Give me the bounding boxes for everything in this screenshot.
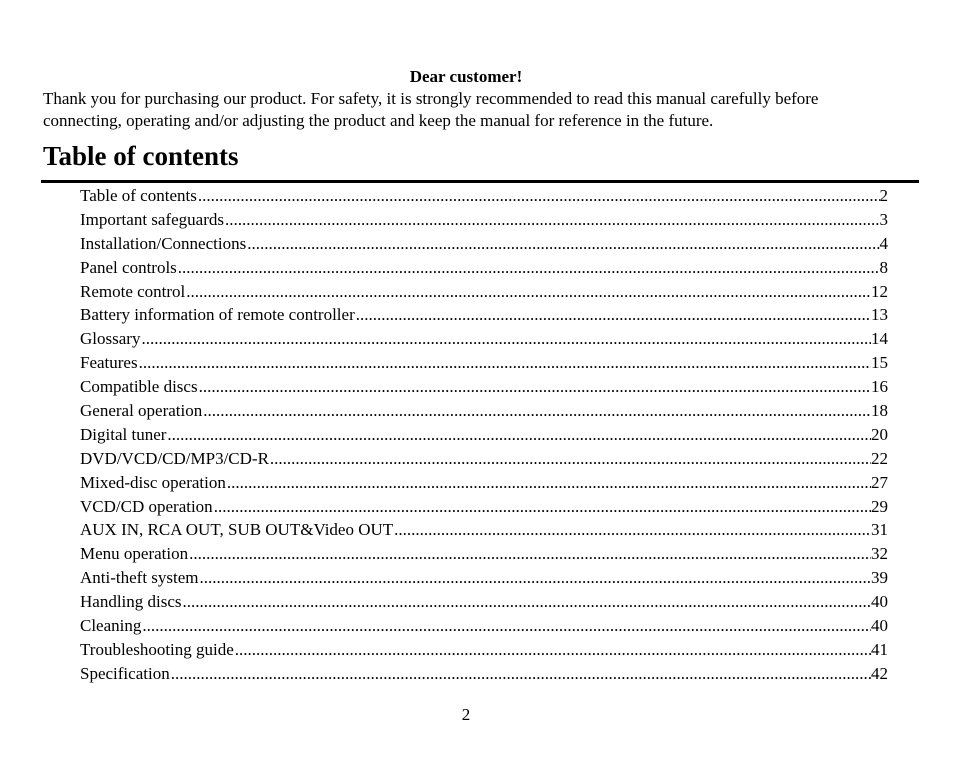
toc-entry-title: Table of contents <box>80 186 197 205</box>
toc-leader-dots <box>182 590 871 614</box>
toc-leader-dots <box>226 471 871 495</box>
toc-entry-features[interactable] <box>80 351 888 375</box>
toc-leader-dots <box>246 232 879 256</box>
toc-entry-page: 39 <box>871 568 888 588</box>
toc-leader-dots <box>185 280 871 304</box>
toc-entry-page: 18 <box>871 401 888 421</box>
toc-leader-dots <box>199 566 871 590</box>
page-number: 2 <box>461 705 471 724</box>
toc-leader-dots <box>202 399 871 423</box>
toc-entry-general-operation[interactable] <box>80 399 888 423</box>
toc-entry-page: 13 <box>871 305 888 325</box>
toc-entry-installation-connections[interactable] <box>80 232 888 256</box>
toc-entry-table-of-contents[interactable] <box>80 184 888 208</box>
toc-entry-title: VCD/CD operation <box>80 496 213 516</box>
toc-entry-page: 20 <box>871 424 888 444</box>
toc-entry-vcd-cd-operation[interactable] <box>80 495 888 519</box>
toc-entry-page: 27 <box>871 472 888 492</box>
toc-entry-page: 42 <box>871 663 888 683</box>
toc-leader-dots <box>141 614 871 638</box>
toc-entry-page: 31 <box>871 520 888 540</box>
toc-entry-page: 40 <box>871 592 888 612</box>
toc-entry-compatible-discs[interactable] <box>80 375 888 399</box>
toc-entry-mixed-disc-operation[interactable] <box>80 471 888 495</box>
toc-entry-remote-control[interactable] <box>80 280 888 304</box>
toc-entry-troubleshooting-guide[interactable] <box>80 638 888 662</box>
toc-entry-important-safeguards[interactable] <box>80 208 888 232</box>
toc-entry-title: Compatible discs <box>80 377 198 397</box>
toc-entry-title: Troubleshooting guide <box>80 639 234 659</box>
toc-leader-dots <box>393 518 871 542</box>
toc-entry-title: AUX IN, RCA OUT, SUB OUT&Video OUT <box>80 520 394 540</box>
toc-entry-title: Digital tuner <box>80 424 167 444</box>
toc-entry-title: Panel controls <box>80 257 177 277</box>
toc-entry-page: 29 <box>871 496 888 516</box>
toc-entry-menu-operation[interactable] <box>80 542 888 566</box>
toc-entry-page: 15 <box>871 353 888 373</box>
toc-entry-page: 40 <box>871 616 888 636</box>
toc-entry-page: 12 <box>871 281 888 301</box>
toc-leader-dots <box>355 303 871 327</box>
toc-leader-dots <box>138 351 871 375</box>
toc-entry-page: 2 <box>879 186 888 205</box>
toc-leader-dots <box>213 495 871 519</box>
toc-entry-page: 3 <box>879 209 888 229</box>
toc-entry-page: 41 <box>871 639 888 659</box>
toc-entry-title: Battery information of remote controller <box>80 305 355 325</box>
toc-leader-dots <box>198 375 871 399</box>
toc-entry-title: Specification <box>80 663 170 683</box>
toc-entry-cleaning[interactable] <box>80 614 888 638</box>
toc-entry-title: Installation/Connections <box>80 233 247 253</box>
toc-leader-dots <box>224 208 880 232</box>
toc-entry-title: Cleaning <box>80 616 142 636</box>
toc-entry-page: 8 <box>879 257 888 277</box>
toc-entry-digital-tuner[interactable] <box>80 423 888 447</box>
intro-paragraph <box>43 88 893 132</box>
toc-entry-dvd-vcd-cd-mp3-cdr[interactable] <box>80 447 888 471</box>
toc-entry-title: Glossary <box>80 329 141 349</box>
toc-entry-title: Mixed-disc operation <box>80 472 226 492</box>
toc-entry-handling-discs[interactable] <box>80 590 888 614</box>
toc-leader-dots <box>166 423 871 447</box>
toc-entry-title: Menu operation <box>80 544 189 564</box>
toc-leader-dots <box>177 256 880 280</box>
toc-list <box>80 184 888 686</box>
toc-entry-panel-controls[interactable] <box>80 256 888 280</box>
intro-line: Thank you for purchasing our product. For safety, it is strongly recommended to read this manual carefully before <box>43 89 819 108</box>
toc-heading: Table of contents <box>43 141 239 171</box>
toc-entry-anti-theft-system[interactable] <box>80 566 888 590</box>
toc-entry-page: 32 <box>871 544 888 564</box>
toc-leader-dots <box>269 447 871 471</box>
toc-entry-page: 4 <box>879 233 888 253</box>
toc-entry-aux-rca-sub-video-out[interactable] <box>80 518 888 542</box>
heading-divider <box>41 180 919 183</box>
toc-leader-dots <box>170 662 871 686</box>
toc-entry-page: 16 <box>871 377 888 397</box>
toc-entry-title: DVD/VCD/CD/MP3/CD-R <box>80 448 269 468</box>
toc-entry-title: Handling discs <box>80 592 182 612</box>
toc-entry-page: 14 <box>871 329 888 349</box>
toc-leader-dots <box>140 327 871 351</box>
toc-entry-specification[interactable] <box>80 662 888 686</box>
toc-entry-title: Anti-theft system <box>80 568 199 588</box>
toc-entry-title: General operation <box>80 401 203 421</box>
toc-leader-dots <box>197 184 880 208</box>
toc-entry-page: 22 <box>871 448 888 468</box>
toc-entry-battery-information[interactable] <box>80 303 888 327</box>
toc-entry-title: Features <box>80 353 138 373</box>
toc-entry-glossary[interactable] <box>80 327 888 351</box>
toc-entry-title: Remote control <box>80 281 186 301</box>
toc-leader-dots <box>234 638 871 662</box>
intro-line: connecting, operating and/or adjusting the product and keep the manual for reference in the future. <box>43 111 714 130</box>
toc-entry-title: Important safeguards <box>80 209 224 229</box>
toc-leader-dots <box>188 542 871 566</box>
greeting-heading: Dear customer! <box>409 67 523 86</box>
